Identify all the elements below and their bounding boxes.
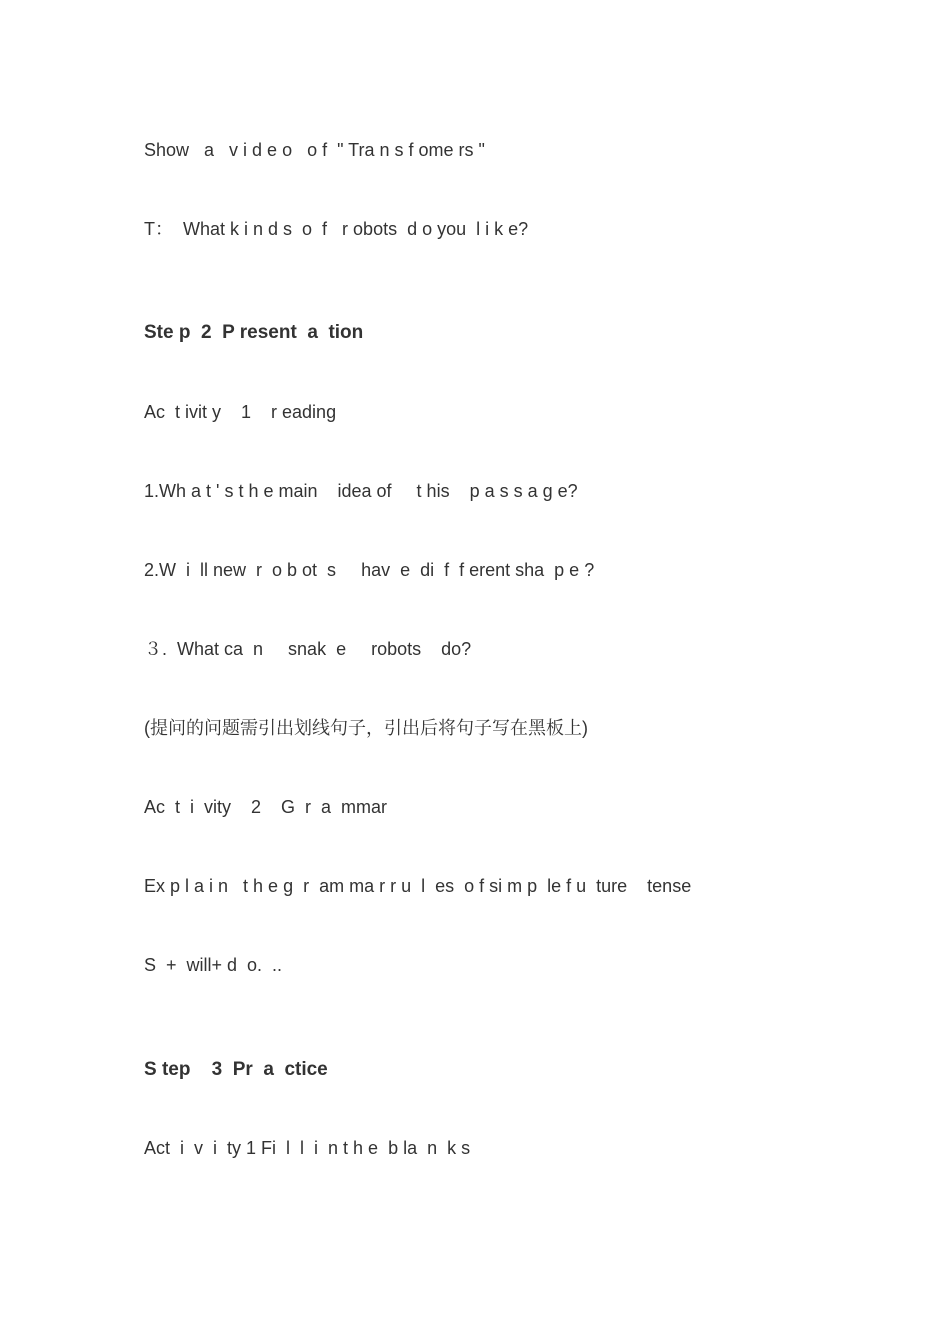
text-line-formula: S + will+ d o. .. xyxy=(144,955,283,975)
text-line-teacher-question: T： What k i n d s o f r obots d o you l i k e? xyxy=(144,219,529,239)
text-line-activity-2: Ac t i vity 2 G r a mmar xyxy=(144,797,388,817)
heading-step-2: Ste p 2 P resent a tion xyxy=(144,322,364,343)
heading-step-3: S tep 3 Pr a ctice xyxy=(144,1059,328,1080)
text-line-note: (提问的问题需引出划线句子，引出后将句子写在黑板上) xyxy=(144,718,588,738)
text-line-show-video: Show a v i d e o o f " Tra n s f ome rs " xyxy=(144,140,485,160)
text-line-question-3: ３. What ca n snak e robots do? xyxy=(144,639,472,659)
text-line-fill-blanks: Act i v i ty 1 Fi l l i n t h e b la n k s xyxy=(144,1138,471,1158)
text-line-explain-grammar: Ex p l a i n t h e g r am ma r r u l es o f si m p le f u ture tense xyxy=(144,876,692,896)
text-line-question-1: 1.Wh a t ' s t h e main idea of t his p a s s a g e? xyxy=(144,481,578,501)
text-line-question-2: 2.W i ll new r o b ot s hav e di f f erent sha p e ? xyxy=(144,560,595,580)
text-line-activity-1: Ac t ivit y 1 r eading xyxy=(144,402,337,422)
